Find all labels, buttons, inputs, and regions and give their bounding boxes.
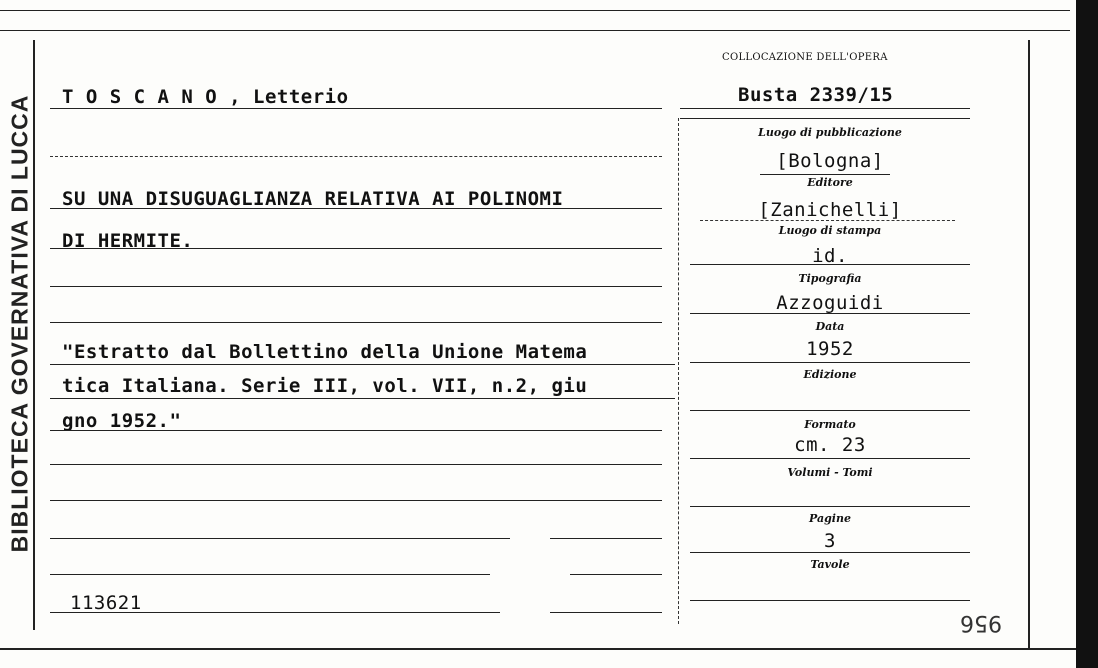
title-rule-2 [50,248,662,249]
blank-rule-6b [550,538,662,539]
blank-rule-6 [50,538,510,539]
note-rule-2 [50,398,675,399]
author-name: T O S C A N O , Letterio [62,86,349,108]
note-rule-1 [50,364,675,365]
blank-rule-5 [50,500,662,501]
label-formato: Formato [804,418,856,431]
value-tipografia: Azzoguidi [776,292,884,314]
value-luogo-pubblicazione: [Bologna] [776,150,884,172]
label-data: Data [815,320,845,333]
blank-rule-4 [50,464,662,465]
inventory-rule [50,612,500,613]
label-pagine: Pagine [809,512,851,525]
blank-rule [50,156,662,157]
label-edizione: Edizione [803,368,857,381]
rule-data [690,362,970,363]
rule-tipografia [690,313,970,314]
title-line-2: DI HERMITE. [62,230,194,252]
fields-top-rule [680,118,970,119]
collocazione-label: COLLOCAZIONE DELL'OPERA [722,52,888,63]
top-border-line-2 [0,30,1070,31]
note-line-1: "Estratto dal Bollettino della Unione Matema [62,341,588,363]
value-editore: [Zanichelli] [758,199,902,221]
label-volumi-tomi: Volumi - Tomi [787,466,873,479]
title-line-1: SU UNA DISUGUAGLIANZA RELATIVA AI POLINOMI [62,188,564,210]
note-line-2: tica Italiana. Serie III, vol. VII, n.2, giu [62,375,588,397]
handwritten-number: 956 [960,610,1002,635]
value-formato: cm. 23 [794,434,866,456]
rule-volumi-tomi [690,506,970,507]
rule-luogo-pubblicazione [760,174,890,175]
blank-rule-3 [50,322,662,323]
label-luogo-pubblicazione: Luogo di pubblicazione [758,126,902,139]
title-rule-1 [50,208,662,209]
field-column-separator [678,118,679,624]
blank-rule-7b [570,574,662,575]
rule-edizione [690,410,970,411]
blank-rule-2 [50,286,662,287]
top-border-line [0,10,1070,11]
blank-rule-7 [50,574,490,575]
rule-luogo-stampa [690,264,970,265]
label-tavole: Tavole [810,558,850,571]
rule-formato [690,458,970,459]
label-luogo-stampa: Luogo di stampa [778,224,882,237]
inventory-rule-b [550,612,662,613]
note-line-3: gno 1952." [62,410,182,432]
collocazione-rule [680,108,970,109]
rule-editore [700,220,955,221]
library-stamp: BIBLIOTECA GOVERNATIVA DI LUCCA [6,94,33,553]
rule-tavole [690,600,970,601]
inventory-number: 113621 [70,592,142,614]
bottom-border-line [0,648,1080,650]
scan-edge [1076,0,1098,668]
author-rule [50,108,662,109]
collocazione-value: Busta 2339/15 [738,84,894,106]
label-tipografia: Tipografia [798,272,862,285]
value-luogo-stampa: id. [812,245,848,267]
rule-pagine [690,552,970,553]
right-frame-line [1028,40,1030,650]
label-editore: Editore [807,176,853,189]
value-data: 1952 [806,338,854,360]
value-pagine: 3 [824,530,836,552]
note-rule-3 [50,430,662,431]
